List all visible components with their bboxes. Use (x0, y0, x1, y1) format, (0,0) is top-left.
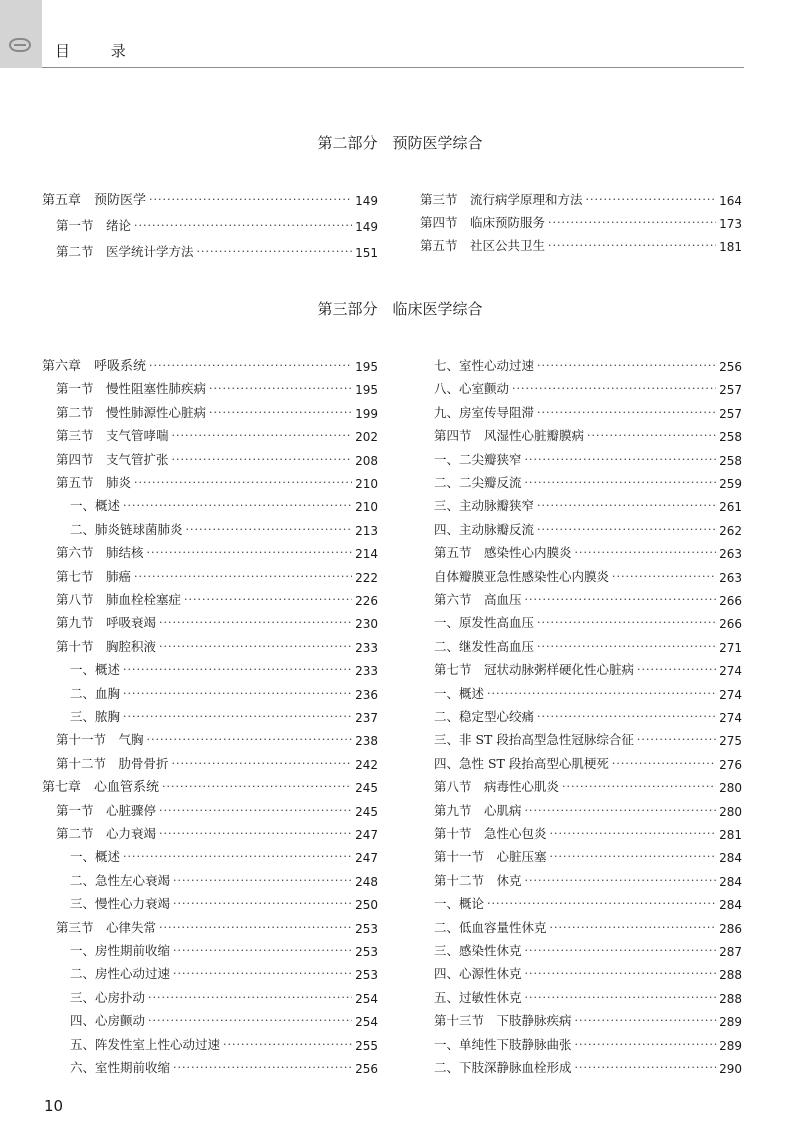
toc-entry[interactable] (420, 682, 742, 702)
dot-leader (550, 826, 717, 842)
toc-entry-label: 八、心室颤动 (434, 381, 510, 397)
toc-entry[interactable] (42, 892, 378, 912)
dot-leader (134, 475, 352, 491)
toc-entry-page: 242 (355, 757, 378, 772)
toc-entry[interactable] (42, 682, 378, 702)
toc-entry-label: 第十一节 气胸 (56, 732, 144, 748)
toc-entry-label: 一、概论 (434, 896, 485, 912)
dot-leader (173, 896, 352, 912)
toc-entry[interactable] (42, 752, 378, 772)
toc-entry-label: 第六章 呼吸系统 (42, 359, 147, 374)
toc-entry[interactable] (420, 1056, 742, 1076)
toc-entry-page: 280 (719, 781, 742, 796)
dot-leader (172, 428, 353, 444)
toc-entry-page: 284 (719, 851, 742, 866)
part-title-2: 第二部分 预防医学综合 (317, 134, 483, 152)
toc-entry-label: 第六节 肺结核 (56, 545, 144, 561)
toc-entry-label: 一、二尖瓣狭窄 (434, 451, 522, 467)
toc-entry-label: 第三节 支气管哮喘 (56, 428, 169, 444)
toc-entry[interactable] (420, 234, 742, 254)
dot-leader (123, 709, 352, 725)
toc-entry-page: 256 (355, 1062, 378, 1076)
toc-entry-label: 二、稳定型心绞痛 (434, 709, 535, 724)
header-rule (42, 67, 744, 68)
dot-leader (159, 920, 352, 936)
toc-entry-page: 258 (719, 453, 742, 468)
toc-entry[interactable] (420, 188, 742, 208)
toc-entry-page: 281 (719, 828, 742, 842)
toc-entry-page: 258 (719, 430, 742, 445)
toc-entry-label: 三、感染性休克 (434, 943, 522, 958)
toc-entry-label: 第四节 临床预防服务 (420, 215, 546, 230)
toc-entry-page: 245 (355, 804, 378, 819)
toc-entry[interactable] (420, 424, 742, 444)
toc-entry-page: 213 (355, 523, 378, 538)
dot-leader (134, 569, 352, 585)
toc-entry[interactable] (420, 916, 742, 936)
toc-entry[interactable] (42, 939, 378, 959)
dot-leader (537, 709, 716, 725)
toc-entry-label: 第十三节 下肢静脉疾病 (434, 1013, 572, 1029)
toc-entry[interactable] (42, 705, 378, 725)
toc-entry-label: 第一节 慢性阻塞性肺疾病 (56, 381, 207, 397)
toc-entry-page: 289 (719, 1038, 742, 1053)
toc-entry-page: 233 (355, 640, 378, 655)
dot-leader (147, 732, 353, 748)
dot-leader (537, 615, 716, 631)
toc-entry[interactable] (42, 799, 378, 819)
toc-entry[interactable] (42, 845, 378, 865)
dot-leader (575, 545, 717, 561)
dot-leader (172, 756, 353, 772)
toc-entry[interactable] (42, 611, 378, 631)
dot-leader (148, 990, 352, 1006)
toc-entry[interactable] (42, 962, 378, 982)
toc-entry-page: 236 (355, 687, 378, 702)
toc-entry[interactable] (42, 658, 378, 678)
toc-entry[interactable] (420, 401, 742, 421)
toc-entry-label: 一、单纯性下肢静脉曲张 (434, 1036, 572, 1052)
toc-entry-page: 262 (719, 523, 742, 538)
toc-entry-page: 286 (719, 921, 742, 936)
toc-entry[interactable] (420, 518, 742, 538)
toc-entry[interactable] (420, 658, 742, 678)
toc-entry-label: 五、过敏性休克 (434, 989, 522, 1005)
toc-entry-page: 284 (719, 874, 742, 889)
toc-entry-page: 266 (719, 594, 742, 608)
toc-entry-label: 一、原发性高血压 (434, 615, 535, 631)
toc-entry-label: 二、低血容量性休克 (434, 919, 547, 935)
dot-leader (537, 405, 716, 421)
toc-entry-page: 151 (355, 246, 378, 260)
dot-leader (575, 1060, 717, 1076)
toc-entry[interactable] (420, 986, 742, 1006)
toc-entry[interactable] (42, 1056, 378, 1076)
dot-leader (525, 803, 717, 819)
toc-entry[interactable] (42, 471, 378, 491)
toc-entry-label: 二、房性心动过速 (70, 966, 171, 982)
toc-entry[interactable] (420, 448, 742, 468)
dot-leader (149, 358, 352, 374)
publisher-logo-icon (9, 38, 31, 52)
dot-leader (487, 686, 716, 702)
dot-leader (159, 639, 352, 655)
toc-entry[interactable] (42, 401, 378, 421)
toc-entry-label: 三、心房扑动 (70, 989, 146, 1005)
toc-entry-label: 第七章 心血管系统 (42, 780, 160, 796)
dot-leader (123, 686, 352, 702)
toc-entry-label: 第十二节 肋骨骨折 (56, 755, 169, 771)
toc-entry-label: 五、阵发性室上性心动过速 (70, 1036, 221, 1052)
dot-leader (548, 238, 716, 254)
toc-entry[interactable] (42, 424, 378, 444)
toc-entry[interactable] (420, 354, 742, 374)
toc-entry-label: 二、肺炎链球菌肺炎 (70, 521, 183, 537)
toc-entry-page: 289 (719, 1015, 742, 1030)
toc-entry-label: 第五节 感染性心内膜炎 (434, 545, 572, 561)
toc-entry-page: 274 (719, 711, 742, 725)
toc-entry-label: 第一节 绪论 (56, 218, 132, 233)
toc-entry[interactable] (42, 1009, 378, 1029)
toc-entry-label: 一、房性期前收缩 (70, 943, 171, 958)
dot-leader (612, 569, 716, 585)
toc-entry-label: 三、非 ST 段抬高型急性冠脉综合征 (434, 732, 634, 748)
toc-entry-label: 九、房室传导阻滞 (434, 404, 535, 420)
dot-leader (525, 943, 717, 959)
toc-entry-page: 230 (355, 617, 378, 632)
toc-entry-page: 288 (719, 968, 742, 983)
toc-entry[interactable] (42, 377, 378, 397)
toc-entry-label: 六、室性期前收缩 (70, 1060, 171, 1075)
toc-entry-label: 第十一节 心脏压塞 (434, 849, 547, 865)
toc-entry-label: 七、室性心动过速 (434, 358, 535, 373)
toc-entry-label: 第七节 肺癌 (56, 568, 132, 584)
toc-entry[interactable] (420, 611, 742, 631)
dot-leader (162, 779, 352, 795)
toc-entry-label: 第十节 胸腔积液 (56, 638, 157, 654)
toc-entry[interactable] (420, 892, 742, 912)
toc-entry-label: 第二节 医学统计学方法 (56, 244, 194, 259)
dot-leader (209, 405, 352, 421)
dot-leader (612, 756, 716, 772)
toc-entry[interactable] (420, 845, 742, 865)
dot-leader (550, 920, 717, 936)
page-header-title: 目 录 (55, 42, 144, 60)
dot-leader (525, 990, 717, 1006)
toc-entry-label: 四、心房颤动 (70, 1013, 146, 1029)
toc-entry-label: 二、急性左心衰竭 (70, 872, 171, 888)
toc-entry-page: 149 (355, 220, 378, 234)
toc-entry-page: 208 (355, 453, 378, 468)
header-tab (0, 0, 42, 68)
toc-entry-page: 290 (719, 1062, 742, 1076)
toc-entry-label: 第九节 心肌病 (434, 802, 522, 818)
toc-entry-label: 一、概述 (70, 498, 121, 514)
dot-leader (123, 849, 352, 865)
toc-entry[interactable] (420, 728, 742, 748)
dot-leader (525, 452, 717, 468)
toc-entry[interactable] (420, 962, 742, 982)
toc-entry-label: 四、心源性休克 (434, 966, 522, 982)
toc-entry-page: 247 (355, 828, 378, 842)
toc-entry-label: 三、脓胸 (70, 709, 121, 724)
toc-entry-page: 288 (719, 991, 742, 1006)
toc-entry[interactable] (42, 354, 378, 374)
toc-entry-page: 259 (719, 477, 742, 491)
toc-entry-label: 第五节 社区公共卫生 (420, 238, 546, 253)
dot-leader (537, 498, 716, 514)
toc-entry-label: 三、主动脉瓣狭窄 (434, 498, 535, 514)
toc-entry-page: 173 (719, 217, 742, 231)
toc-entry-label: 第二节 心力衰竭 (56, 826, 157, 841)
toc-entry-page: 284 (719, 898, 742, 913)
toc-entry-page: 195 (355, 383, 378, 398)
toc-entry-page: 254 (355, 991, 378, 1006)
toc-entry-page: 253 (355, 968, 378, 983)
toc-entry-page: 195 (355, 360, 378, 374)
toc-entry-page: 149 (355, 194, 378, 208)
toc-entry[interactable] (420, 752, 742, 772)
dot-leader (197, 244, 353, 260)
toc-entry-page: 255 (355, 1038, 378, 1053)
toc-entry[interactable] (42, 986, 378, 1006)
toc-entry[interactable] (420, 565, 742, 585)
toc-entry-page: 275 (719, 734, 742, 749)
toc-entry-label: 一、概述 (70, 662, 121, 678)
toc-entry[interactable] (420, 822, 742, 842)
toc-entry-page: 199 (355, 406, 378, 421)
toc-entry[interactable] (42, 240, 378, 260)
toc-entry-label: 二、继发性高血压 (434, 638, 535, 654)
toc-entry[interactable] (420, 939, 742, 959)
page-number: 10 (44, 1097, 64, 1115)
dot-leader (148, 1013, 352, 1029)
dot-leader (525, 475, 717, 491)
dot-leader (149, 192, 352, 208)
toc-entry-page: 263 (719, 547, 742, 562)
dot-leader (586, 192, 717, 208)
toc-entry-page: 181 (719, 240, 742, 254)
toc-entry[interactable] (42, 869, 378, 889)
dot-leader (537, 358, 716, 374)
toc-entry[interactable] (42, 916, 378, 936)
toc-entry-label: 四、急性 ST 段抬高型心肌梗死 (434, 755, 609, 771)
toc-entry[interactable] (420, 588, 742, 608)
toc-entry-page: 237 (355, 711, 378, 725)
dot-leader (562, 779, 716, 795)
dot-leader (147, 545, 353, 561)
toc-entry[interactable] (42, 728, 378, 748)
toc-entry-page: 247 (355, 851, 378, 866)
toc-entry-label: 二、二尖瓣反流 (434, 475, 522, 490)
toc-entry-page: 254 (355, 1015, 378, 1030)
toc-entry-page: 250 (355, 898, 378, 913)
toc-entry-page: 248 (355, 874, 378, 889)
dot-leader (173, 1060, 352, 1076)
dot-leader (209, 381, 352, 397)
toc-entry-label: 第十节 急性心包炎 (434, 826, 547, 841)
toc-entry[interactable] (420, 869, 742, 889)
dot-leader (637, 662, 716, 678)
toc-entry-page: 257 (719, 383, 742, 398)
dot-leader (184, 592, 352, 608)
toc-entry-label: 第一节 心脏骤停 (56, 802, 157, 818)
dot-leader (637, 732, 716, 748)
toc-entry-label: 第三节 心律失常 (56, 919, 157, 935)
toc-entry-label: 二、血胸 (70, 685, 121, 701)
toc-entry-page: 222 (355, 570, 378, 585)
toc-entry-page: 226 (355, 594, 378, 608)
dot-leader (537, 522, 716, 538)
toc-entry-page: 287 (719, 945, 742, 959)
dot-leader (173, 966, 352, 982)
dot-leader (172, 452, 353, 468)
dot-leader (525, 873, 717, 889)
toc-entry[interactable] (42, 494, 378, 514)
toc-entry-page: 266 (719, 617, 742, 632)
dot-leader (487, 896, 716, 912)
toc-entry[interactable] (42, 518, 378, 538)
toc-entry-label: 第十二节 休克 (434, 872, 522, 888)
toc-entry[interactable] (42, 188, 378, 208)
toc-entry-label: 第四节 支气管扩张 (56, 451, 169, 467)
toc-entry[interactable] (420, 799, 742, 819)
toc-entry-page: 257 (719, 406, 742, 421)
toc-entry[interactable] (420, 1033, 742, 1053)
toc-entry[interactable] (42, 588, 378, 608)
dot-leader (159, 803, 352, 819)
toc-entry-label: 第七节 冠状动脉粥样硬化性心脏病 (434, 662, 635, 678)
dot-leader (173, 873, 352, 889)
dot-leader (223, 1037, 352, 1053)
toc-entry-label: 二、下肢深静脉血栓形成 (434, 1060, 572, 1075)
toc-entry-page: 263 (719, 570, 742, 585)
toc-entry-page: 280 (719, 804, 742, 819)
toc-entry-page: 245 (355, 781, 378, 796)
toc-entry-label: 第四节 风湿性心脏瓣膜病 (434, 428, 585, 444)
dot-leader (159, 615, 352, 631)
dot-leader (123, 498, 352, 514)
toc-entry-label: 第五节 肺炎 (56, 475, 132, 490)
toc-entry[interactable] (42, 214, 378, 234)
toc-entry-label: 第二节 慢性肺源性心脏病 (56, 404, 207, 420)
toc-entry-label: 三、慢性心力衰竭 (70, 896, 171, 912)
toc-entry-page: 276 (719, 757, 742, 772)
dot-leader (537, 639, 716, 655)
toc-entry-page: 253 (355, 921, 378, 936)
toc-entry-page: 233 (355, 664, 378, 679)
toc-entry-page: 214 (355, 547, 378, 562)
toc-entry[interactable] (42, 1033, 378, 1053)
toc-entry[interactable] (420, 705, 742, 725)
toc-entry[interactable] (42, 775, 378, 795)
toc-entry[interactable] (420, 635, 742, 655)
toc-entry[interactable] (42, 635, 378, 655)
toc-entry[interactable] (420, 211, 742, 231)
dot-leader (525, 966, 717, 982)
toc-entry-label: 第八节 肺血栓栓塞症 (56, 592, 182, 607)
toc-entry[interactable] (42, 822, 378, 842)
dot-leader (134, 218, 352, 234)
toc-entry-page: 210 (355, 477, 378, 491)
dot-leader (525, 592, 717, 608)
dot-leader (512, 381, 716, 397)
dot-leader (186, 522, 353, 538)
toc-entry-page: 256 (719, 360, 742, 374)
toc-entry-label: 一、概述 (70, 849, 121, 865)
toc-entry-page: 271 (719, 640, 742, 655)
dot-leader (575, 1013, 717, 1029)
toc-entry-page: 238 (355, 734, 378, 749)
toc-entry-label: 四、主动脉瓣反流 (434, 521, 535, 537)
toc-entry[interactable] (420, 471, 742, 491)
toc-entry-label: 第三节 流行病学原理和方法 (420, 192, 583, 207)
dot-leader (548, 215, 716, 231)
dot-leader (159, 826, 352, 842)
toc-entry-label: 第九节 呼吸衰竭 (56, 615, 157, 631)
toc-entry-page: 202 (355, 430, 378, 445)
toc-entry[interactable] (42, 448, 378, 468)
toc-entry-page: 210 (355, 500, 378, 515)
toc-entry-label: 自体瓣膜亚急性感染性心内膜炎 (434, 568, 610, 584)
toc-entry[interactable] (420, 1009, 742, 1029)
toc-entry-page: 274 (719, 664, 742, 679)
toc-entry-label: 第五章 预防医学 (42, 193, 147, 208)
toc-entry-label: 第六节 高血压 (434, 592, 522, 607)
dot-leader (587, 428, 716, 444)
dot-leader (575, 1037, 717, 1053)
toc-entry-page: 261 (719, 500, 742, 515)
toc-entry-page: 274 (719, 687, 742, 702)
toc-entry[interactable] (420, 494, 742, 514)
toc-entry-label: 第八节 病毒性心肌炎 (434, 779, 560, 795)
part-title-3: 第三部分 临床医学综合 (317, 300, 483, 318)
toc-entry-label: 一、概述 (434, 685, 485, 701)
dot-leader (550, 849, 717, 865)
toc-entry[interactable] (420, 541, 742, 561)
dot-leader (173, 943, 352, 959)
toc-entry-page: 253 (355, 945, 378, 959)
toc-entry-page: 164 (719, 194, 742, 208)
dot-leader (123, 662, 352, 678)
toc-entry[interactable] (420, 775, 742, 795)
toc-entry[interactable] (42, 541, 378, 561)
toc-entry[interactable] (42, 565, 378, 585)
toc-entry[interactable] (420, 377, 742, 397)
